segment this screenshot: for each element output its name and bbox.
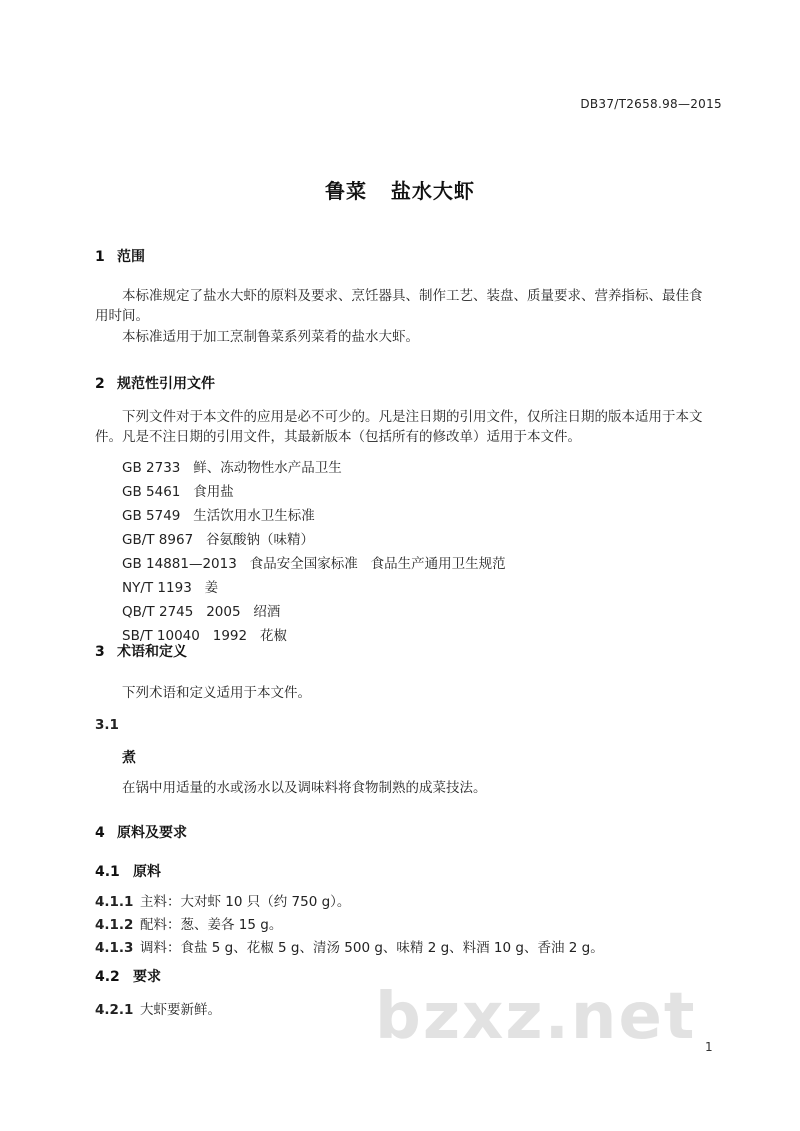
subsection-4-2-heading: [95, 966, 161, 986]
reference-item: GB 5461 食用盐: [122, 484, 234, 500]
term-definition: 在锅中用适量的水或汤水以及调味料将食物制熟的成菜技法。: [122, 780, 487, 796]
subsection-3-1-number: 3.1: [95, 717, 119, 733]
material-item: [95, 913, 282, 933]
section-title: 术语和定义: [117, 644, 187, 660]
reference-item: QB/T 2745 2005 绍酒: [122, 604, 281, 620]
reference-item: SB/T 10040 1992 花椒: [122, 628, 287, 644]
item-number: 4.1.2: [95, 917, 134, 933]
terms-intro: 下列术语和定义适用于本文件。: [122, 685, 311, 701]
item-text: 大虾要新鲜。: [140, 1002, 221, 1018]
reference-item: GB 2733 鲜、冻动物性水产品卫生: [122, 460, 342, 476]
references-intro: 下列文件对于本文件的应用是必不可少的。凡是注日期的引用文件，仅所注日期的版本适用于本文件。凡是不注日期的引用文件，其最新版本（包括所有的修改单）适用于本文件。: [95, 409, 703, 445]
section-title: 范围: [117, 249, 145, 265]
item-text: 配料：葱、姜各 15 g。: [140, 917, 283, 933]
item-number: 4.2.1: [95, 1002, 134, 1018]
section-title: 规范性引用文件: [117, 376, 215, 392]
subsection-number: 4.2: [95, 969, 120, 985]
section-1-heading: [95, 246, 145, 266]
standard-code: DB37/T2658.98—2015: [580, 97, 722, 111]
subsection-title: 要求: [133, 969, 161, 985]
section-3-heading: [95, 641, 187, 661]
subsection-4-1-heading: [95, 861, 161, 881]
reference-item: NY/T 1193 姜: [122, 580, 219, 596]
scope-paragraph-2: 本标准适用于加工烹制鲁菜系列菜肴的盐水大虾。: [122, 329, 419, 345]
site-watermark: bzxz.net: [375, 980, 697, 1054]
reference-item: GB 14881—2013 食品安全国家标准 食品生产通用卫生规范: [122, 556, 506, 572]
section-title: 原料及要求: [117, 825, 187, 841]
page-number: 1: [705, 1040, 713, 1054]
section-4-heading: [95, 822, 187, 842]
section-number: 2: [95, 376, 105, 392]
reference-item: GB/T 8967 谷氨酸钠（味精）: [122, 532, 315, 548]
material-item: [95, 936, 604, 956]
reference-item: GB 5749 生活饮用水卫生标准: [122, 508, 315, 524]
item-number: 4.1.1: [95, 894, 134, 910]
subsection-number: 4.1: [95, 864, 120, 880]
scope-paragraph-1: 本标准规定了盐水大虾的原料及要求、烹饪器具、制作工艺、装盘、质量要求、营养指标、最佳食用时间。: [95, 288, 703, 324]
term-title: 煮: [122, 750, 136, 766]
item-text: 调料：食盐 5 g、花椒 5 g、清汤 500 g、味精 2 g、料酒 10 g、香油 2 g。: [140, 940, 604, 956]
subsection-title: 原料: [133, 864, 161, 880]
section-2-heading: [95, 373, 215, 393]
requirement-item: [95, 998, 221, 1018]
section-number: 1: [95, 249, 105, 265]
item-text: 主料：大对虾 10 只（约 750 g）。: [140, 894, 351, 910]
section-number: 4: [95, 825, 105, 841]
item-number: 4.1.3: [95, 940, 134, 956]
material-item: [95, 890, 350, 910]
document-title: 鲁菜 盐水大虾: [325, 179, 475, 203]
section-number: 3: [95, 644, 105, 660]
